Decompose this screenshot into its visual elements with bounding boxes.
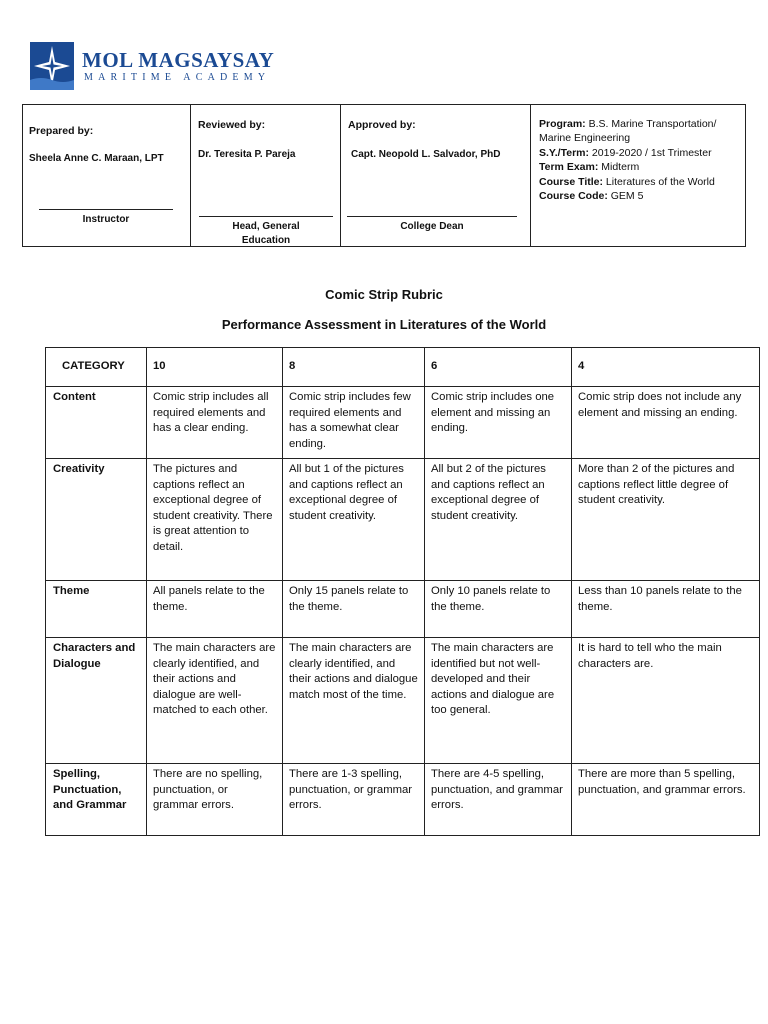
signature-line [39, 209, 173, 210]
criteria-cell: Comic strip includes all required elements and has a clear ending. [147, 387, 283, 459]
course-info-cell [531, 105, 745, 246]
criteria-cell: There are 4-5 spelling, punctuation, and grammar errors. [425, 764, 572, 836]
course-title-label: Course Title: [539, 175, 603, 188]
criteria-cell: The pictures and captions reflect an exceptional degree of student creativity. There is great attention to detail. [147, 459, 283, 581]
signatory-header [22, 104, 746, 247]
column-header: 8 [283, 348, 425, 387]
table-row [46, 638, 760, 764]
category-cell: Theme [46, 581, 147, 638]
course-title-value: Literatures of the World [605, 175, 715, 188]
category-cell: Content [46, 387, 147, 459]
criteria-cell: There are more than 5 spelling, punctuation, and grammar errors. [572, 764, 760, 836]
prepared-by-cell [23, 105, 191, 246]
rubric-header-row [46, 348, 760, 387]
criteria-cell: All but 1 of the pictures and captions reflect an exceptional degree of student creativity. [283, 459, 425, 581]
criteria-cell: Comic strip includes one element and missing an ending. [425, 387, 572, 459]
logo-subtitle: MARITIME ACADEMY [84, 72, 271, 83]
criteria-cell: More than 2 of the pictures and captions reflect little degree of student creativity. [572, 459, 760, 581]
criteria-cell: The main characters are identified but not well-developed and their actions and dialogue are too general. [425, 638, 572, 764]
reviewer-name: Dr. Teresita P. Pareja [198, 149, 296, 160]
category-cell: Spelling, Punctuation, and Grammar [46, 764, 147, 836]
preparer-name: Sheela Anne C. Maraan, LPT [29, 153, 164, 164]
signature-line [347, 216, 517, 217]
institution-logo [30, 42, 280, 92]
column-header: 6 [425, 348, 572, 387]
term-exam-label: Term Exam: [539, 161, 599, 174]
reviewer-role: Head, General Education [232, 221, 300, 246]
program-label: Program: [539, 118, 586, 130]
sy-term-value: 2019-2020 / 1st Trimester [591, 146, 712, 159]
criteria-cell: Comic strip includes few required elements and has a somewhat clear ending. [283, 387, 425, 459]
criteria-cell: There are no spelling, punctuation, or grammar errors. [147, 764, 283, 836]
criteria-cell: Comic strip does not include any element and missing an ending. [572, 387, 760, 459]
course-info [539, 117, 749, 203]
preparer-role: Instructor [82, 214, 130, 225]
reviewed-by-label: Reviewed by: [198, 119, 266, 131]
column-header: 10 [147, 348, 283, 387]
criteria-cell: Less than 10 panels relate to the theme. [572, 581, 760, 638]
table-row [46, 387, 760, 459]
document-title: Comic Strip Rubric [325, 287, 443, 302]
criteria-cell: It is hard to tell who the main characters are. [572, 638, 760, 764]
category-cell: Characters and Dialogue [46, 638, 147, 764]
reviewed-by-cell [191, 105, 341, 246]
table-row [46, 581, 760, 638]
document-subtitle: Performance Assessment in Literatures of the World [221, 317, 547, 332]
sy-term-label: S.Y./Term: [539, 146, 589, 159]
rubric-table [45, 347, 760, 836]
approved-by-cell [341, 105, 531, 246]
star-compass-icon [30, 42, 74, 90]
term-exam-value: Midterm [601, 161, 640, 174]
criteria-cell: Only 10 panels relate to the theme. [425, 581, 572, 638]
course-code-label: Course Code: [539, 190, 608, 203]
column-header: 4 [572, 348, 760, 387]
approved-by-label: Approved by: [348, 119, 416, 131]
column-header: CATEGORY [46, 348, 147, 387]
logo-name: MOL MAGSAYSAY [82, 48, 275, 72]
prepared-by-label: Prepared by: [29, 125, 94, 137]
category-cell: Creativity [46, 459, 147, 581]
criteria-cell: All but 2 of the pictures and captions reflect an exceptional degree of student creativity. [425, 459, 572, 581]
course-code-value: GEM 5 [610, 190, 644, 203]
criteria-cell: All panels relate to the theme. [147, 581, 283, 638]
criteria-cell: There are 1-3 spelling, punctuation, or grammar errors. [283, 764, 425, 836]
criteria-cell: The main characters are clearly identified, and their actions and dialogue are well-matched to each other. [147, 638, 283, 764]
program-value: B.S. Marine Transportation/ Marine Engineering [539, 118, 717, 145]
approver-role: College Dean [400, 221, 464, 232]
table-row [46, 764, 760, 836]
criteria-cell: Only 15 panels relate to the theme. [283, 581, 425, 638]
approver-name: Capt. Neopold L. Salvador, PhD [351, 149, 501, 160]
table-row [46, 459, 760, 581]
criteria-cell: The main characters are clearly identified, and their actions and dialogue match most of the time. [283, 638, 425, 764]
signature-line [199, 216, 333, 217]
